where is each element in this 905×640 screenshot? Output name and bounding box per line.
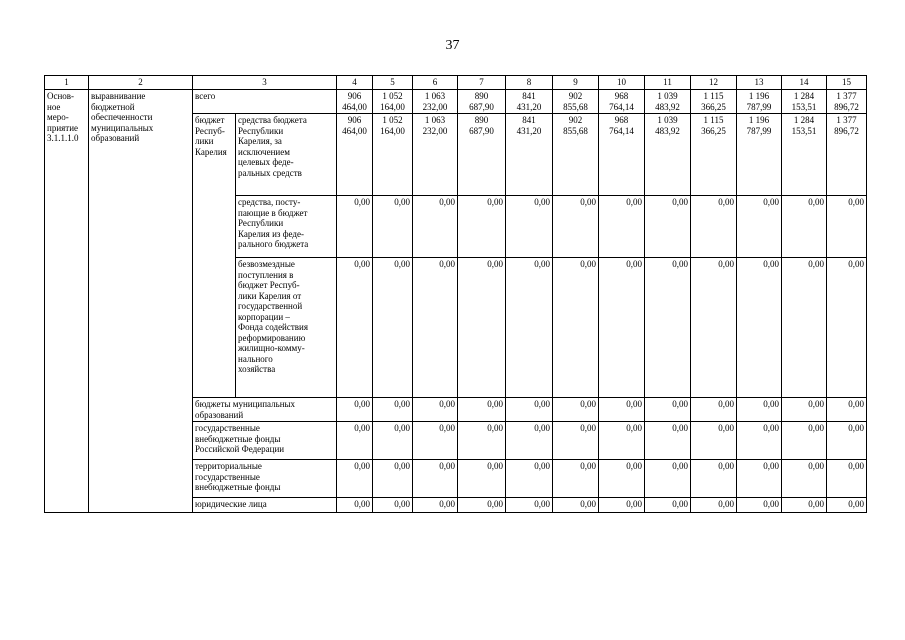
- value-cell-col-9: 902 855,68: [553, 114, 599, 196]
- value-cell-col-8: 841 431,20: [506, 114, 553, 196]
- column-header-7: 7: [458, 76, 506, 90]
- value-cell-col-7: 0,00: [458, 498, 506, 513]
- value-cell-col-10: 0,00: [599, 460, 645, 498]
- value-cell-col-6: 0,00: [413, 196, 458, 258]
- value-cell-col-10: 0,00: [599, 258, 645, 398]
- value-cell-col-14: 0,00: [782, 460, 827, 498]
- value-cell-col-14: 0,00: [782, 498, 827, 513]
- value-cell-col-11: 0,00: [645, 460, 691, 498]
- value-cell-col-9: 0,00: [553, 460, 599, 498]
- value-cell-col-4: 0,00: [337, 422, 373, 460]
- value-cell-col-13: 0,00: [737, 460, 782, 498]
- value-cell-col-7: 0,00: [458, 422, 506, 460]
- funding-source-sublabel: средства, посту- пающие в бюджет Республики Карелия из феде- рального бюджета: [236, 196, 337, 258]
- value-cell-col-14: 0,00: [782, 422, 827, 460]
- value-cell-col-5: 0,00: [373, 422, 413, 460]
- value-cell-col-11: 0,00: [645, 258, 691, 398]
- column-header-10: 10: [599, 76, 645, 90]
- value-cell-col-11: 0,00: [645, 196, 691, 258]
- column-header-13: 13: [737, 76, 782, 90]
- value-cell-col-15: 0,00: [827, 398, 867, 422]
- value-cell-col-12: 0,00: [691, 196, 737, 258]
- value-cell-col-13: 0,00: [737, 422, 782, 460]
- value-cell-col-10: 0,00: [599, 398, 645, 422]
- value-cell-col-11: 0,00: [645, 422, 691, 460]
- value-cell-col-9: 0,00: [553, 498, 599, 513]
- value-cell-col-13: 1 196 787,99: [737, 114, 782, 196]
- value-cell-col-7: 0,00: [458, 258, 506, 398]
- value-cell-col-4: 0,00: [337, 498, 373, 513]
- republic-budget-label: бюджет Респуб- лики Карелия: [193, 114, 236, 398]
- value-cell-col-11: 1 039 483,92: [645, 114, 691, 196]
- column-header-4: 4: [337, 76, 373, 90]
- funding-source-sublabel: безвозмездные поступления в бюджет Респуб- лики Карелия от государственной корпорации – Фонда содействия реформированию жилищно-комму- нального хозяйства: [236, 258, 337, 398]
- value-cell-col-5: 0,00: [373, 398, 413, 422]
- value-cell-col-4: 0,00: [337, 460, 373, 498]
- funding-source-label: всего: [193, 90, 337, 114]
- column-header-3: 3: [193, 76, 337, 90]
- funding-source-sublabel: средства бюджета Республики Карелия, за исключением целевых феде- ральных средств: [236, 114, 337, 196]
- value-cell-col-14: 0,00: [782, 398, 827, 422]
- value-cell-col-15: 0,00: [827, 460, 867, 498]
- header-row: [45, 76, 867, 90]
- column-header-11: 11: [645, 76, 691, 90]
- value-cell-col-6: 0,00: [413, 398, 458, 422]
- value-cell-col-8: 0,00: [506, 460, 553, 498]
- value-cell-col-13: 0,00: [737, 398, 782, 422]
- value-cell-col-7: 0,00: [458, 196, 506, 258]
- value-cell-col-5: 1 052 164,00: [373, 90, 413, 114]
- column-header-9: 9: [553, 76, 599, 90]
- value-cell-col-12: 1 115 366,25: [691, 114, 737, 196]
- value-cell-col-11: 0,00: [645, 498, 691, 513]
- value-cell-col-5: 0,00: [373, 196, 413, 258]
- funding-source-label: территориальные государственные внебюджетные фонды: [193, 460, 337, 498]
- value-cell-col-15: 0,00: [827, 258, 867, 398]
- value-cell-col-13: 1 196 787,99: [737, 90, 782, 114]
- value-cell-col-7: 0,00: [458, 460, 506, 498]
- value-cell-col-5: 0,00: [373, 460, 413, 498]
- value-cell-col-6: 1 063 232,00: [413, 90, 458, 114]
- column-header-2: 2: [89, 76, 193, 90]
- value-cell-col-15: 1 377 896,72: [827, 114, 867, 196]
- table-row: [45, 90, 867, 114]
- value-cell-col-15: 0,00: [827, 422, 867, 460]
- page-number: 37: [445, 38, 460, 53]
- value-cell-col-15: 0,00: [827, 196, 867, 258]
- measure-code: Основ- ное меро- приятие 3.1.1.1.0: [45, 90, 89, 513]
- value-cell-col-8: 0,00: [506, 398, 553, 422]
- column-header-14: 14: [782, 76, 827, 90]
- value-cell-col-12: 0,00: [691, 398, 737, 422]
- value-cell-col-12: 1 115 366,25: [691, 90, 737, 114]
- value-cell-col-13: 0,00: [737, 498, 782, 513]
- column-header-15: 15: [827, 76, 867, 90]
- value-cell-col-9: 902 855,68: [553, 90, 599, 114]
- value-cell-col-14: 0,00: [782, 196, 827, 258]
- value-cell-col-14: 1 284 153,51: [782, 114, 827, 196]
- value-cell-col-8: 841 431,20: [506, 90, 553, 114]
- funding-source-label: государственные внебюджетные фонды Российской Федерации: [193, 422, 337, 460]
- value-cell-col-15: 0,00: [827, 498, 867, 513]
- value-cell-col-9: 0,00: [553, 422, 599, 460]
- value-cell-col-10: 968 764,14: [599, 114, 645, 196]
- column-header-1: 1: [45, 76, 89, 90]
- value-cell-col-7: 890 687,90: [458, 114, 506, 196]
- value-cell-col-7: 0,00: [458, 398, 506, 422]
- value-cell-col-12: 0,00: [691, 422, 737, 460]
- value-cell-col-6: 1 063 232,00: [413, 114, 458, 196]
- value-cell-col-14: 0,00: [782, 258, 827, 398]
- column-header-12: 12: [691, 76, 737, 90]
- value-cell-col-8: 0,00: [506, 498, 553, 513]
- value-cell-col-4: 0,00: [337, 258, 373, 398]
- value-cell-col-14: 1 284 153,51: [782, 90, 827, 114]
- value-cell-col-7: 890 687,90: [458, 90, 506, 114]
- value-cell-col-15: 1 377 896,72: [827, 90, 867, 114]
- value-cell-col-5: 0,00: [373, 498, 413, 513]
- value-cell-col-4: 906 464,00: [337, 114, 373, 196]
- value-cell-col-5: 1 052 164,00: [373, 114, 413, 196]
- funding-source-label: юридические лица: [193, 498, 337, 513]
- value-cell-col-5: 0,00: [373, 258, 413, 398]
- column-header-5: 5: [373, 76, 413, 90]
- value-cell-col-13: 0,00: [737, 258, 782, 398]
- value-cell-col-12: 0,00: [691, 258, 737, 398]
- value-cell-col-13: 0,00: [737, 196, 782, 258]
- value-cell-col-8: 0,00: [506, 196, 553, 258]
- value-cell-col-6: 0,00: [413, 422, 458, 460]
- value-cell-col-9: 0,00: [553, 196, 599, 258]
- value-cell-col-10: 0,00: [599, 498, 645, 513]
- value-cell-col-12: 0,00: [691, 460, 737, 498]
- value-cell-col-6: 0,00: [413, 258, 458, 398]
- value-cell-col-4: 906 464,00: [337, 90, 373, 114]
- value-cell-col-4: 0,00: [337, 398, 373, 422]
- value-cell-col-9: 0,00: [553, 258, 599, 398]
- column-header-8: 8: [506, 76, 553, 90]
- value-cell-col-11: 1 039 483,92: [645, 90, 691, 114]
- funding-source-label: бюджеты муниципальных образований: [193, 398, 337, 422]
- value-cell-col-6: 0,00: [413, 460, 458, 498]
- value-cell-col-10: 0,00: [599, 422, 645, 460]
- value-cell-col-12: 0,00: [691, 498, 737, 513]
- measure-name: выравнивание бюджетной обеспеченности муниципальных образований: [89, 90, 193, 513]
- value-cell-col-10: 968 764,14: [599, 90, 645, 114]
- value-cell-col-8: 0,00: [506, 422, 553, 460]
- budget-table: [44, 75, 867, 513]
- value-cell-col-8: 0,00: [506, 258, 553, 398]
- value-cell-col-9: 0,00: [553, 398, 599, 422]
- column-header-6: 6: [413, 76, 458, 90]
- value-cell-col-11: 0,00: [645, 398, 691, 422]
- value-cell-col-4: 0,00: [337, 196, 373, 258]
- value-cell-col-6: 0,00: [413, 498, 458, 513]
- value-cell-col-10: 0,00: [599, 196, 645, 258]
